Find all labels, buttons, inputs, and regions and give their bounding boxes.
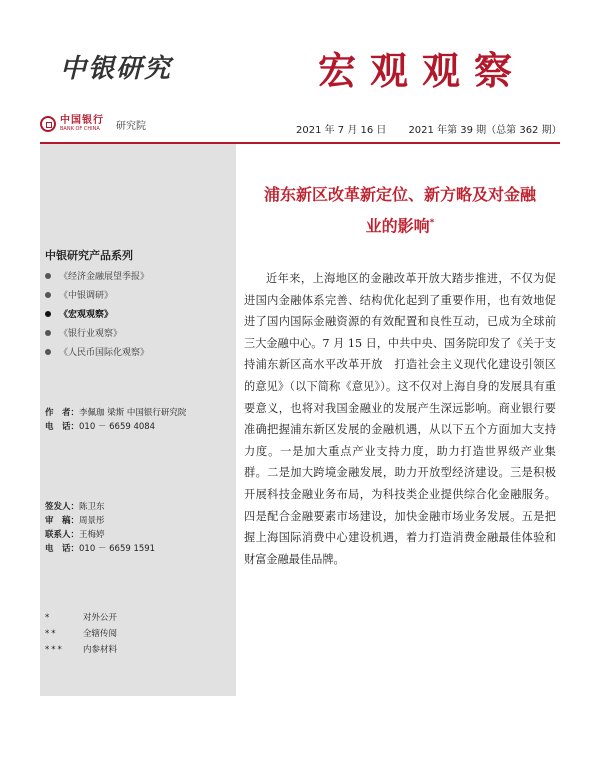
bullet-icon bbox=[45, 273, 51, 279]
security-row bbox=[45, 642, 117, 658]
reviewer-key: 审 稿： bbox=[45, 516, 80, 526]
boc-wordmark bbox=[60, 116, 104, 132]
bullet-icon bbox=[45, 330, 51, 336]
signer-key: 签发人： bbox=[45, 502, 80, 512]
article-title-line-1: 浦东新区改革新定位、新方略及对金融 bbox=[263, 185, 536, 204]
security-label: 对外公开 bbox=[83, 613, 118, 623]
bullet-icon bbox=[45, 311, 51, 317]
security-legend bbox=[45, 610, 117, 658]
contact-key: 联系人： bbox=[45, 530, 80, 540]
signer-block bbox=[45, 500, 155, 556]
phone-value: 010 － 6659 1591 bbox=[79, 544, 156, 554]
reviewer-value: 周景彤 bbox=[79, 516, 105, 526]
security-stars: * bbox=[45, 613, 52, 623]
article-body: 近年来，上海地区的金融改革开放大踏步推进，不仅为促进国内金融体系完善、结构优化起到了重要作用，也有效地促进了国内国际金融资源的有效配置和良性互动，已成为全球前三大金融中心。7 月 15 日，中共中央、国务院印发了《关于支持浦东新区高水平改革开放 打造社会主义现代化建设引领区的意见》（以下简称《意见》）。这不仅对上海自身的发展具有重要意义，也将对我国金融业的发展产生深远影响。商业银行要准确把握浦东新区发展的金融机遇，从以下五个方面加大支持力度。一是加大重点产业支持力度，助力打造世界级产业集群。二是加大跨境金融发展，助力开放型经济建设。三是积极开展科技金融业务布局，为科技类企业提供综合化金融服务。四是配合金融要素市场建设，加快金融市场业务发展。五是把握上海国际消费中心建设机遇，着力打造消费金融最佳体验和财富金融最佳品牌。 bbox=[244, 272, 556, 566]
issue-info bbox=[296, 121, 562, 136]
series-title: 中银研究产品系列 bbox=[45, 249, 133, 262]
series-list bbox=[45, 266, 149, 361]
phone-key: 电 话： bbox=[45, 422, 80, 432]
boc-name-en: BANK OF CHINA bbox=[60, 126, 100, 132]
institute-label: 研究院 bbox=[116, 120, 146, 132]
series-label: 《中银调研》 bbox=[59, 291, 114, 301]
list-item bbox=[45, 285, 149, 304]
security-row bbox=[45, 610, 117, 626]
article-title bbox=[244, 180, 556, 240]
boc-name-cn: 中国银行 bbox=[60, 115, 104, 126]
signer-value: 陈卫东 bbox=[79, 502, 105, 512]
security-stars: *** bbox=[45, 645, 64, 655]
security-row bbox=[45, 626, 117, 642]
brand-script-logo: 中银研究 bbox=[60, 54, 173, 84]
issue-date: 2021 年 7 月 16 日 bbox=[296, 125, 387, 136]
reviewer-row bbox=[45, 514, 155, 528]
list-item bbox=[45, 266, 149, 285]
report-series-title: 宏观观察 bbox=[318, 48, 527, 93]
author-key: 作 者： bbox=[45, 408, 80, 418]
article-title-text: 业的影响 bbox=[365, 216, 430, 236]
author-row bbox=[45, 406, 186, 420]
series-label: 《经济金融展望季报》 bbox=[59, 272, 150, 282]
series-label: 《银行业观察》 bbox=[59, 329, 123, 339]
issue-number: 2021 年第 39 期（总第 362 期） bbox=[408, 125, 562, 136]
boc-emblem-icon bbox=[40, 116, 56, 132]
phone-value: 010 － 6659 4084 bbox=[79, 422, 156, 432]
boc-logo bbox=[40, 116, 146, 132]
security-label: 全辖传阅 bbox=[83, 629, 118, 639]
series-label: 《人民币国际化观察》 bbox=[59, 348, 150, 358]
contact-value: 王梅婷 bbox=[79, 530, 105, 540]
security-stars: ** bbox=[45, 629, 58, 639]
footnote-mark: * bbox=[429, 218, 435, 228]
author-phone-row bbox=[45, 420, 186, 434]
phone-key: 电 话： bbox=[45, 544, 80, 554]
bullet-icon bbox=[45, 349, 51, 355]
list-item-current bbox=[45, 304, 149, 323]
list-item bbox=[45, 323, 149, 342]
bullet-icon bbox=[45, 292, 51, 298]
author-value: 李佩珈 梁斯 中国银行研究院 bbox=[79, 408, 187, 418]
signer-row bbox=[45, 500, 155, 514]
article-title-line-2 bbox=[244, 209, 556, 240]
security-label: 内参材料 bbox=[83, 645, 118, 655]
contact-phone-row bbox=[45, 542, 155, 556]
contact-row bbox=[45, 528, 155, 542]
author-block bbox=[45, 406, 186, 434]
list-item bbox=[45, 342, 149, 361]
series-label: 《宏观观察》 bbox=[59, 310, 114, 320]
